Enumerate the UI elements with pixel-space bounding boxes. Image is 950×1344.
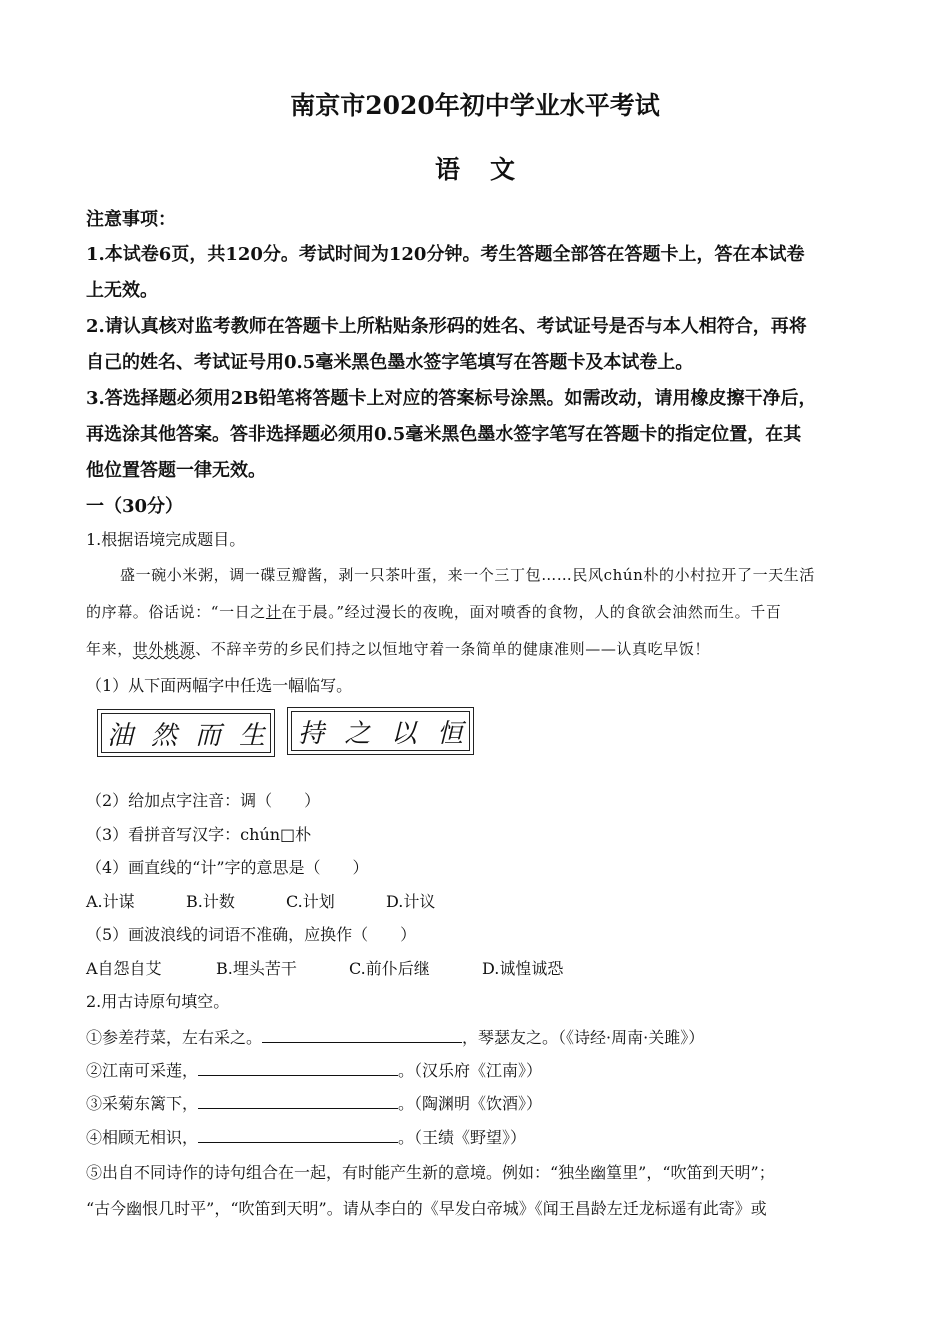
passage-line: 盛一碗小米粥，调一碟豆瓣酱，剥一只茶叶蛋，来一个三丁包……民风chún朴的小村拉开了一天生活 bbox=[120, 566, 815, 584]
option-c: C.前仆后继 bbox=[349, 959, 430, 978]
option-d: D.计议 bbox=[386, 892, 436, 911]
sub-question-4: （4）画直线的“计”字的意思是（ ） bbox=[86, 858, 369, 877]
fill-item-4 bbox=[86, 1125, 526, 1148]
option-d: D.诚惶诚恐 bbox=[482, 959, 564, 978]
fill-text: 。（陶渊明《饮酒》） bbox=[398, 1094, 543, 1113]
wavy-underlined-word: 世外桃源 bbox=[132, 640, 196, 658]
answer-blank[interactable] bbox=[262, 1028, 462, 1043]
fill-text: ④相顾无相识， bbox=[86, 1128, 199, 1147]
answer-blank[interactable] bbox=[198, 1128, 398, 1143]
fill-item-3 bbox=[86, 1091, 542, 1114]
option-c: C.计划 bbox=[286, 892, 335, 911]
calligraphy-sample-1 bbox=[97, 709, 275, 757]
notice-line: 自己的姓名、考试证号用0.5毫米黑色墨水签字笔填写在答题卡及本试卷上。 bbox=[86, 352, 694, 373]
sub-question-1: （1）从下面两幅字中任选一幅临写。 bbox=[86, 676, 353, 695]
answer-blank[interactable] bbox=[198, 1094, 398, 1109]
fill-text: ③采菊东篱下， bbox=[86, 1094, 199, 1113]
option-b: B.埋头苦干 bbox=[216, 959, 297, 978]
calligraphy-char: 以 bbox=[390, 718, 417, 749]
fill-text: ，琴瑟友之。（《诗经·周南·关雎》） bbox=[462, 1028, 705, 1047]
sub-question-5: （5）画波浪线的词语不准确，应换作（ ） bbox=[86, 925, 417, 944]
exam-title: 南京市2020年初中学业水平考试 bbox=[290, 91, 660, 120]
question-1-stem: 1.根据语境完成题目。 bbox=[86, 530, 246, 549]
fill-text: 。（王绩《野望》） bbox=[398, 1128, 527, 1147]
answer-blank[interactable] bbox=[198, 1061, 398, 1076]
notice-line: 再选涂其他答案。答非选择题必须用0.5毫米黑色墨水签字笔写在答题卡的指定位置，在其 bbox=[86, 424, 802, 445]
passage-line bbox=[86, 601, 781, 622]
fill-text: ②江南可采莲， bbox=[86, 1061, 199, 1080]
calligraphy-char: 油 bbox=[106, 720, 133, 751]
underlined-word: 计 bbox=[265, 603, 282, 621]
fill-text: ①参差荇菜，左右采之。 bbox=[86, 1028, 263, 1047]
sub-question-2: （2）给加点字注音：调（ ） bbox=[86, 791, 321, 810]
calligraphy-char: 持 bbox=[298, 718, 325, 749]
notice-line: 上无效。 bbox=[86, 280, 158, 301]
calligraphy-char: 生 bbox=[238, 720, 265, 751]
option-b: B.计数 bbox=[186, 892, 235, 911]
calligraphy-char: 而 bbox=[194, 720, 221, 751]
fill-item-1 bbox=[86, 1025, 704, 1048]
passage-text: 、不辞辛劳的乡民们持之以恒地守着一条简单的健康准则——认真吃早饭！ bbox=[195, 640, 711, 658]
subject-title: 语文 bbox=[434, 155, 545, 184]
fill-item-5-continued: “古今幽恨几时平”，“吹笛到天明”。请从李白的《早发白帝城》《闻王昌龄左迁龙标遥有此寄》或 bbox=[86, 1199, 767, 1218]
passage-text: 的序幕。俗话说：“一日之 bbox=[86, 603, 266, 621]
sub-question-3: （3）看拼音写汉字：chún□朴 bbox=[86, 825, 312, 844]
calligraphy-sample-2 bbox=[287, 707, 474, 755]
calligraphy-char: 恒 bbox=[436, 718, 463, 749]
notice-line: 他位置答题一律无效。 bbox=[86, 460, 266, 481]
calligraphy-char: 之 bbox=[344, 718, 371, 749]
notice-line: 1.本试卷6页，共120分。考试时间为120分钟。考生答题全部答在答题卡上，答在本试卷 bbox=[86, 244, 805, 265]
notice-line: 3.答选择题必须用2B铅笔将答题卡上对应的答案标号涂黑。如需改动，请用橡皮擦干净后， bbox=[86, 388, 817, 409]
passage-line bbox=[86, 638, 710, 659]
options-4 bbox=[86, 889, 435, 912]
notice-line: 2.请认真核对监考教师在答题卡上所粘贴条形码的姓名、考试证号是否与本人相符合，再将 bbox=[86, 316, 807, 337]
fill-text: 。（汉乐府《江南》） bbox=[398, 1061, 543, 1080]
fill-item-5: ⑤出自不同诗作的诗句组合在一起，有时能产生新的意境。例如：“独坐幽篁里”，“吹笛到天明”； bbox=[86, 1163, 775, 1182]
option-a: A.计谋 bbox=[86, 892, 135, 911]
fill-item-2 bbox=[86, 1058, 542, 1081]
question-2-stem: 2.用古诗原句填空。 bbox=[86, 992, 230, 1011]
options-5 bbox=[86, 956, 563, 979]
passage-text: 年来， bbox=[86, 640, 133, 658]
section-heading: 一（30分） bbox=[86, 496, 184, 517]
calligraphy-char: 然 bbox=[150, 720, 177, 751]
option-a: A自怨自艾 bbox=[86, 959, 162, 978]
passage-text: 在于晨。”经过漫长的夜晚，面对喷香的食物，人的食欲会油然而生。千百 bbox=[281, 603, 782, 621]
notice-heading: 注意事项： bbox=[86, 209, 176, 230]
